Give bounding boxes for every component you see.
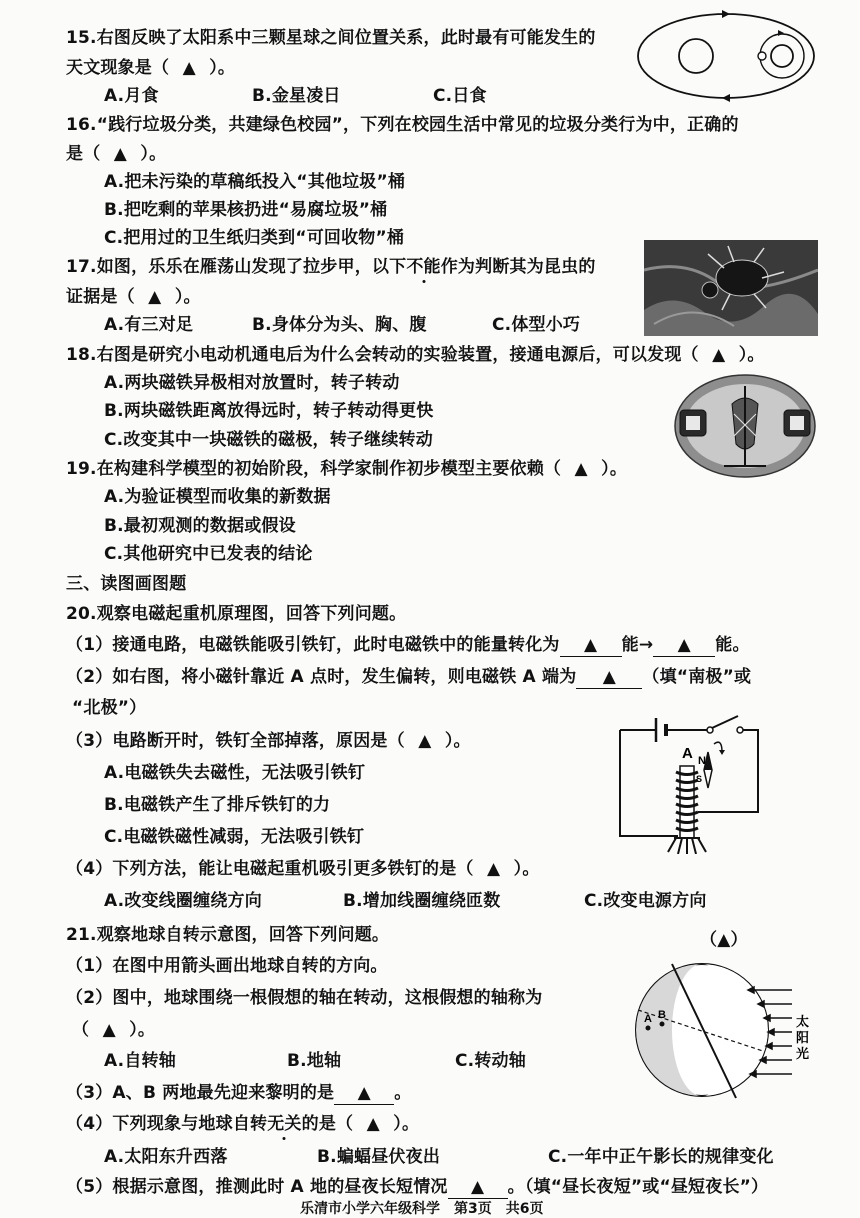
iron-core-icon xyxy=(680,766,694,838)
q20-part4-option-c: C.改变电源方向 xyxy=(584,891,707,911)
point-a-label: A xyxy=(644,1013,652,1025)
q17-answer-mark: ▲ xyxy=(148,287,162,307)
q18-stem xyxy=(66,344,765,366)
q17-stem-suffix2: ）。 xyxy=(174,287,201,307)
moon-orbit-arrow-icon xyxy=(778,30,784,36)
q15-option-c: C.日食 xyxy=(433,86,487,106)
page-footer: 乐清市小学六年级科学 第3页 共6页 xyxy=(300,1201,544,1217)
q21-part5-prefix: （5）根据示意图，推测此时 A 地的昼夜长短情况 xyxy=(66,1177,448,1197)
q16-option-a: A.把未污染的草稿纸投入“其他垃圾”桶 xyxy=(104,172,406,192)
q20-part1-prefix: （1）接通电路，电磁铁能吸引铁钉，此时电磁铁中的能量转化为 xyxy=(66,635,560,655)
q19-stem-suffix: ）。 xyxy=(601,459,628,479)
q21-part4-prefix: （4）下列现象与地球自转 xyxy=(66,1114,268,1134)
q21-part2-answer-mark: ▲ xyxy=(102,1020,116,1040)
q20-part2-suffix: （填“南极”或 xyxy=(642,667,752,687)
q20-part4-answer-mark: ▲ xyxy=(487,859,501,879)
q19-option-c: C.其他研究中已发表的结论 xyxy=(104,544,313,564)
q20-part2-prefix: （2）如右图，将小磁针靠近 A 点时，发生偏转，则电磁铁 A 端为 xyxy=(66,667,577,687)
q18-stem-suffix: ）。 xyxy=(738,345,765,365)
q17-option-c: C.体型小巧 xyxy=(492,315,581,335)
q19-stem-prefix: 19.在构建科学模型的初始阶段，科学家制作初步模型主要依赖（ xyxy=(66,459,562,479)
q21-part2-option-b: B.地轴 xyxy=(287,1051,342,1071)
q18-option-c: C.改变其中一块磁铁的磁极，转子继续转动 xyxy=(104,430,433,450)
q20-part4-suffix: ）。 xyxy=(513,859,540,879)
q19-answer-mark: ▲ xyxy=(574,459,588,479)
q17-option-b: B.身体分为头、胸、腹 xyxy=(252,315,427,335)
left-magnet-pole xyxy=(686,416,700,430)
q15-answer-mark: ▲ xyxy=(182,58,196,78)
q20-stem: 20.观察电磁起重机原理图，回答下列问题。 xyxy=(66,604,407,624)
q21-part5-suffix: 。（填“昼长夜短”或“昼短夜长”） xyxy=(507,1177,769,1197)
right-magnet-pole xyxy=(790,416,804,430)
needle-n-label: N xyxy=(698,755,706,767)
q21-part3-suffix: 。 xyxy=(394,1083,412,1103)
beetle-body-icon xyxy=(716,260,768,296)
circuit-wire xyxy=(620,730,678,836)
switch-contact xyxy=(737,727,743,733)
q18-option-a: A.两块磁铁异极相对放置时，转子转动 xyxy=(104,373,400,393)
q21-part4-option-c: C.一年中正午影长的规律变化 xyxy=(548,1147,774,1167)
earth-rotation-diagram xyxy=(632,956,816,1104)
q20-part3-prefix: （3）电路断开时，铁钉全部掉落，原因是（ xyxy=(66,731,405,751)
q21-part3 xyxy=(66,1082,411,1105)
beetle-head-icon xyxy=(702,282,718,298)
q21-part4 xyxy=(66,1113,419,1135)
q20-part3 xyxy=(66,730,471,752)
q20-part1-suffix: 能。 xyxy=(715,635,750,655)
q15-stem-line2 xyxy=(66,57,235,79)
q21-part2-line2 xyxy=(72,1019,155,1041)
q21-part4-middle: 的是（ xyxy=(301,1114,354,1134)
q16-stem-suffix: ）。 xyxy=(140,144,167,164)
q20-part3-option-b: B.电磁铁产生了排斥铁钉的力 xyxy=(104,795,331,815)
q19-option-a: A.为验证模型而收集的新数据 xyxy=(104,487,331,507)
q21-part2-option-a: A.自转轴 xyxy=(104,1051,176,1071)
q16-stem-prefix: 是（ xyxy=(66,144,101,164)
q15-option-a: A.月食 xyxy=(104,86,159,106)
q17-option-a: A.有三对足 xyxy=(104,315,194,335)
q21-part4-answer-mark: ▲ xyxy=(366,1114,380,1134)
q21-part4-emphasis-word: 无关 xyxy=(267,1114,302,1134)
earth-icon xyxy=(771,45,793,67)
q20-part4-prefix: （4）下列方法，能让电磁起重机吸引更多铁钉的是（ xyxy=(66,859,474,879)
orbit-arrow-icon xyxy=(722,10,730,18)
sun-icon xyxy=(679,39,713,73)
q16-stem-line1: 16.“践行垃圾分类，共建绿色校园”，下列在校园生活中常见的垃圾分类行为中，正确的 xyxy=(66,115,739,135)
q17-stem-prefix2: 证据是（ xyxy=(66,287,135,307)
q19-option-b: B.最初观测的数据或假设 xyxy=(104,516,296,536)
q21-part2-suffix: ）。 xyxy=(129,1020,156,1040)
q16-option-b: B.把吃剩的苹果核扔进“易腐垃圾”桶 xyxy=(104,200,388,220)
q16-option-c: C.把用过的卫生纸归类到“可回收物”桶 xyxy=(104,228,405,248)
solar-system-diagram xyxy=(634,8,818,104)
iron-nails-icon xyxy=(668,838,706,854)
motor-experiment-photo xyxy=(674,374,816,478)
q18-answer-mark: ▲ xyxy=(712,345,726,365)
q18-option-b: B.两块磁铁距离放得远时，转子转动得更快 xyxy=(104,401,434,421)
sunlight-label-2: 阳 xyxy=(796,1031,810,1046)
electromagnet-circuit-diagram xyxy=(612,704,772,854)
q17-stem-suffix: 作为判断其为昆虫的 xyxy=(440,257,596,277)
q21-part4-option-a: A.太阳东升西落 xyxy=(104,1147,228,1167)
q20-part4 xyxy=(66,858,540,880)
orbit-arrow-icon xyxy=(722,94,730,102)
q17-emphasis-word: 不能 xyxy=(406,257,441,277)
q20-part1-blank2: ▲ xyxy=(653,634,715,657)
q20-part1-middle: 能→ xyxy=(621,635,654,655)
q15-stem-prefix: 天文现象是（ xyxy=(66,58,170,78)
point-a-label: A xyxy=(682,745,693,762)
sunlight-label-1: 太 xyxy=(796,1015,810,1030)
q21-part2-prefix: （ xyxy=(72,1020,90,1040)
q21-stem: 21.观察地球自转示意图，回答下列问题。 xyxy=(66,925,390,945)
needle-s-label: S xyxy=(696,774,703,784)
q21-part4-option-b: B.蝙蝠昼伏夜出 xyxy=(317,1147,441,1167)
ground-beetle-photo xyxy=(644,240,818,336)
q20-part3-answer-mark: ▲ xyxy=(418,731,432,751)
point-b-label: B xyxy=(658,1009,666,1021)
q20-part3-option-c: C.电磁铁磁性减弱，无法吸引铁钉 xyxy=(104,827,365,847)
point-b-marker xyxy=(660,1022,665,1027)
point-a-marker xyxy=(646,1026,651,1031)
moon-icon xyxy=(758,52,766,60)
sunlight-label-3: 光 xyxy=(796,1047,810,1062)
q21-part1: （1）在图中用箭头画出地球自转的方向。 xyxy=(66,956,388,976)
q21-part3-prefix: （3）A、B 两地最先迎来黎明的是 xyxy=(66,1083,335,1103)
earth-orbit xyxy=(638,14,814,98)
switch-icon xyxy=(712,716,738,728)
q20-part1-blank1: ▲ xyxy=(560,634,622,657)
q15-stem-line1: 15.右图反映了太阳系中三颗星球之间位置关系，此时最有可能发生的 xyxy=(66,28,596,48)
q21-part3-blank: ▲ xyxy=(334,1082,394,1105)
q19-stem xyxy=(66,458,627,480)
q17-stem-line2 xyxy=(66,286,201,308)
q20-part3-suffix: ）。 xyxy=(444,731,471,751)
q21-part4-suffix: ）。 xyxy=(393,1114,420,1134)
q20-part4-option-a: A.改变线圈缠绕方向 xyxy=(104,891,262,911)
q16-answer-mark: ▲ xyxy=(113,144,128,164)
q15-stem-suffix: ）。 xyxy=(209,58,236,78)
q20-part4-option-b: B.增加线圈缠绕匝数 xyxy=(343,891,501,911)
q16-stem-line2 xyxy=(66,143,166,165)
q21-part2-line1: （2）图中，地球围绕一根假想的轴在转动，这根假想的轴称为 xyxy=(66,988,543,1008)
deflection-arrowhead xyxy=(719,750,725,755)
q20-part2-line2: “北极”） xyxy=(72,698,147,718)
q21-part5 xyxy=(66,1176,768,1199)
q21-figure-answer-mark: （▲） xyxy=(700,930,748,950)
q17-stem-line1 xyxy=(66,256,596,278)
q21-part2-option-c: C.转动轴 xyxy=(455,1051,526,1071)
section-heading: 三、读图画图题 xyxy=(66,574,187,594)
q15-option-b: B.金星凌日 xyxy=(252,86,341,106)
q20-part2-blank: ▲ xyxy=(576,666,642,689)
q20-part1 xyxy=(66,634,750,657)
q18-stem-prefix: 18.右图是研究小电动机通电后为什么会转动的实验装置，接通电源后，可以发现（ xyxy=(66,345,699,365)
q21-part5-blank: ▲ xyxy=(448,1176,508,1199)
q17-stem-prefix: 17.如图，乐乐在雁荡山发现了拉步甲，以下 xyxy=(66,257,407,277)
q20-part2 xyxy=(66,666,751,689)
q20-part3-option-a: A.电磁铁失去磁性，无法吸引铁钉 xyxy=(104,763,366,783)
